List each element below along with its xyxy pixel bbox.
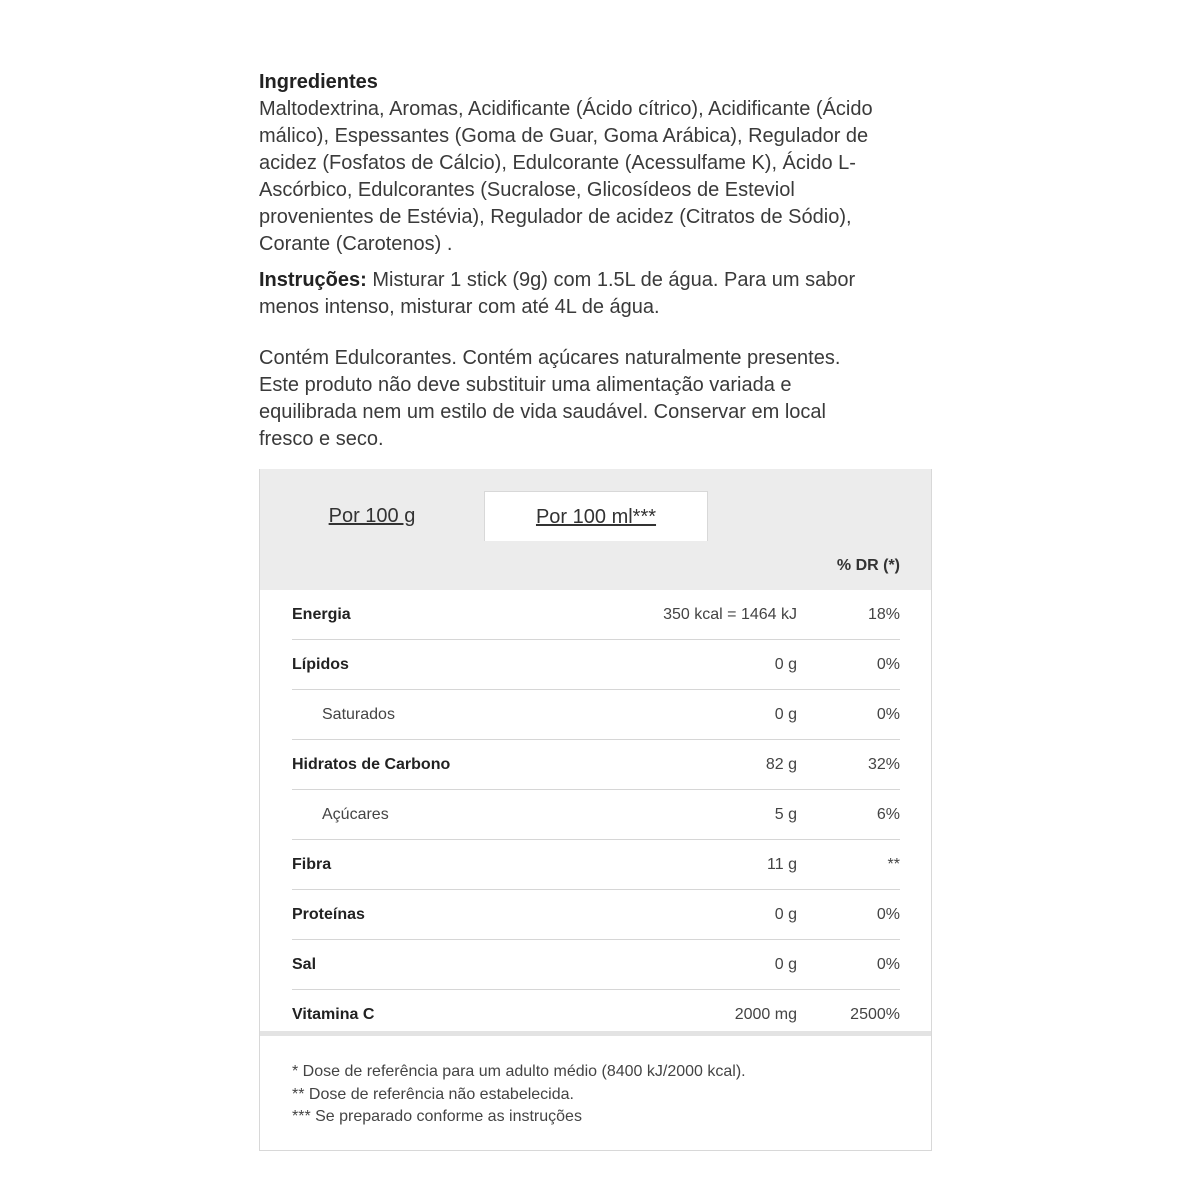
footnote: *** Se preparado conforme as instruções xyxy=(292,1108,582,1125)
tab-per-100ml[interactable]: Por 100 ml*** xyxy=(484,491,708,541)
table-row xyxy=(292,890,900,940)
nutrient-amount: 82 g xyxy=(765,756,797,773)
table-row xyxy=(292,590,900,640)
table-row xyxy=(292,940,900,990)
nutrient-name: Energia xyxy=(292,606,351,623)
nutrient-name: Fibra xyxy=(292,856,332,873)
table-row xyxy=(292,740,900,790)
nutrient-name: Vitamina C xyxy=(292,1006,375,1023)
instructions-text: Misturar 1 stick (9g) com 1.5L de água. Para um sabor xyxy=(366,269,856,291)
ingredients-heading: Ingredientes xyxy=(259,71,378,93)
ingredients-line: acidez (Fosfatos de Cálcio), Edulcorante (Acessulfame K), Ácido L- xyxy=(259,152,856,174)
table-row xyxy=(292,690,900,740)
ingredients-line: Ascórbico, Edulcorantes (Sucralose, Glicosídeos de Esteviol xyxy=(259,179,795,201)
ingredients-line: provenientes de Estévia), Regulador de acidez (Citratos de Sódio), xyxy=(259,206,852,228)
ingredients-line: Corante (Carotenos) . xyxy=(259,233,453,255)
table-row xyxy=(292,840,900,890)
nutrient-name: Proteínas xyxy=(292,906,365,923)
table-row xyxy=(292,640,900,690)
nutrient-dr: 2500% xyxy=(850,1006,900,1023)
notes-line: equilibrada nem um estilo de vida saudável. Conservar em local xyxy=(259,401,826,423)
nutrient-amount: 0 g xyxy=(774,656,797,673)
table-row xyxy=(292,790,900,840)
nutrient-amount: 5 g xyxy=(774,806,797,823)
notes-section xyxy=(259,345,939,453)
table-divider xyxy=(260,1031,931,1036)
instructions-label: Instruções: xyxy=(259,269,367,291)
instructions-text: menos intenso, misturar com até 4L de água. xyxy=(259,296,660,318)
nutrition-panel xyxy=(259,469,932,1151)
nutrient-dr: 32% xyxy=(867,756,900,773)
instructions-section xyxy=(259,267,939,321)
notes-line: fresco e seco. xyxy=(259,428,384,450)
nutrient-amount: 2000 mg xyxy=(734,1006,797,1023)
nutrient-amount: 0 g xyxy=(774,706,797,723)
nutrient-dr: 0% xyxy=(876,906,900,923)
dr-column-header: % DR (*) xyxy=(836,557,900,574)
nutrient-dr: 0% xyxy=(876,706,900,723)
notes-line: Contém Edulcorantes. Contém açúcares naturalmente presentes. xyxy=(259,347,841,369)
nutrient-amount: 11 g xyxy=(767,856,797,873)
nutrient-dr: 0% xyxy=(876,956,900,973)
nutrient-amount: 350 kcal = 1464 kJ xyxy=(663,606,797,623)
nutrient-dr: 0% xyxy=(876,656,900,673)
footnotes xyxy=(292,1061,746,1129)
notes-line: Este produto não deve substituir uma alimentação variada e xyxy=(259,374,792,396)
footnote: ** Dose de referência não estabelecida. xyxy=(292,1085,574,1103)
nutrient-amount: 0 g xyxy=(774,956,797,973)
nutrient-amount: 0 g xyxy=(774,906,797,923)
nutrient-name: Hidratos de Carbono xyxy=(292,756,451,773)
ingredients-line: Maltodextrina, Aromas, Acidificante (Ácido cítrico), Acidificante (Ácido xyxy=(259,98,873,120)
nutrition-table xyxy=(260,590,931,1039)
nutrient-name: Sal xyxy=(292,956,317,973)
tab-per-100g[interactable]: Por 100 g xyxy=(260,491,484,541)
nutrient-dr: 18% xyxy=(867,606,900,623)
nutrient-name: Lípidos xyxy=(292,656,349,673)
nutrient-dr: ** xyxy=(887,856,900,873)
ingredients-line: málico), Espessantes (Goma de Guar, Goma Arábica), Regulador de xyxy=(259,125,869,147)
nutrient-name: Saturados xyxy=(322,706,395,723)
nutrition-tab-bar xyxy=(260,469,931,590)
nutrient-name: Açúcares xyxy=(322,806,389,823)
ingredients-section xyxy=(259,69,939,258)
footnote: * Dose de referência para um adulto médio (8400 kJ/2000 kcal). xyxy=(292,1063,746,1080)
nutrient-dr: 6% xyxy=(876,806,900,823)
